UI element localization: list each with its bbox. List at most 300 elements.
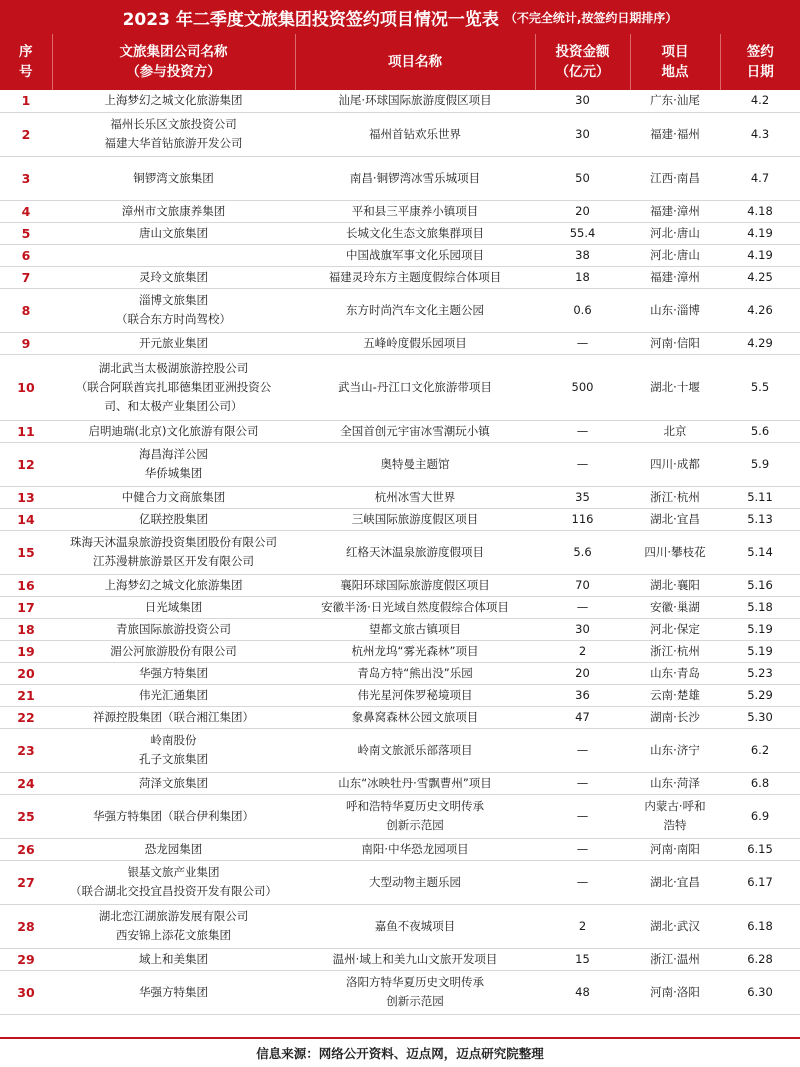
row-project xyxy=(295,200,535,222)
row-company xyxy=(52,728,295,772)
row-company xyxy=(52,90,295,112)
row-date: 5.5 xyxy=(720,354,800,420)
row-company xyxy=(52,662,295,684)
row-number: 6 xyxy=(0,244,52,266)
row-number: 22 xyxy=(0,706,52,728)
row-location-line: 湖南·长沙 xyxy=(650,709,700,724)
row-location xyxy=(630,794,720,838)
row-location-line: 山东·菏泽 xyxy=(650,775,700,790)
row-company xyxy=(52,156,295,200)
row-location-line: 河北·保定 xyxy=(650,621,700,636)
row-project xyxy=(295,288,535,332)
row-company xyxy=(52,684,295,706)
row-number: 30 xyxy=(0,970,52,1014)
row-date: 5.19 xyxy=(720,618,800,640)
row-amount: 0.6 xyxy=(535,288,630,332)
row-date: 5.23 xyxy=(720,662,800,684)
row-project-line: 五峰岭度假乐园项目 xyxy=(363,335,467,350)
row-date: 6.9 xyxy=(720,794,800,838)
row-amount: 116 xyxy=(535,508,630,530)
row-project xyxy=(295,970,535,1014)
row-project xyxy=(295,574,535,596)
table-row xyxy=(0,618,800,640)
row-company xyxy=(52,486,295,508)
row-number: 13 xyxy=(0,486,52,508)
row-number: 15 xyxy=(0,530,52,574)
row-number: 20 xyxy=(0,662,52,684)
row-project-line: 襄阳环球国际旅游度假区项目 xyxy=(340,577,490,592)
row-company xyxy=(52,200,295,222)
title-subtitle: （不完全统计,按签约日期排序） xyxy=(504,10,678,25)
row-amount: 36 xyxy=(535,684,630,706)
row-company-line: 域上和美集团 xyxy=(139,951,208,966)
row-project xyxy=(295,772,535,794)
row-project-line: 武当山-丹江口文化旅游带项目 xyxy=(338,379,492,394)
row-project xyxy=(295,684,535,706)
row-company-line: 恐龙园集团 xyxy=(144,841,203,856)
table-row xyxy=(0,706,800,728)
row-project-line: 南昌·铜锣湾冰雪乐城项目 xyxy=(349,170,481,185)
row-location-line: 河北·唐山 xyxy=(650,225,700,240)
row-amount: 70 xyxy=(535,574,630,596)
row-location-line: 广东·汕尾 xyxy=(650,93,700,108)
row-company xyxy=(52,288,295,332)
row-project-line: 红格天沐温泉旅游度假项目 xyxy=(346,544,484,559)
row-project xyxy=(295,662,535,684)
row-company xyxy=(52,354,295,420)
header-row xyxy=(0,34,800,90)
row-location xyxy=(630,596,720,618)
row-date: 4.3 xyxy=(720,112,800,156)
table-row xyxy=(0,486,800,508)
row-amount: — xyxy=(535,772,630,794)
row-amount: 5.6 xyxy=(535,530,630,574)
row-project xyxy=(295,706,535,728)
row-date: 4.29 xyxy=(720,332,800,354)
table-row xyxy=(0,156,800,200)
row-company-line: 华强方特集团（联合伊利集团） xyxy=(93,808,254,823)
row-project xyxy=(295,442,535,486)
row-location-line: 云南·楚雄 xyxy=(650,687,700,702)
row-date: 5.30 xyxy=(720,706,800,728)
row-number: 5 xyxy=(0,222,52,244)
row-date: 4.18 xyxy=(720,200,800,222)
row-location xyxy=(630,90,720,112)
header-amount: 投资金额 （亿元） xyxy=(535,34,630,90)
row-amount: 20 xyxy=(535,662,630,684)
table-row xyxy=(0,794,800,838)
row-location-line: 湖北·宜昌 xyxy=(650,874,700,889)
row-location-line: 内蒙古·呼和 xyxy=(644,799,706,813)
row-location-line: 安徽·巢湖 xyxy=(650,599,700,614)
row-project xyxy=(295,904,535,948)
row-company-line: 银基文旅产业集团 xyxy=(127,865,220,879)
row-location xyxy=(630,728,720,772)
row-number: 24 xyxy=(0,772,52,794)
row-location xyxy=(630,574,720,596)
table-row xyxy=(0,354,800,420)
row-date: 5.14 xyxy=(720,530,800,574)
row-number: 12 xyxy=(0,442,52,486)
row-amount: 35 xyxy=(535,486,630,508)
row-company xyxy=(52,574,295,596)
row-project-line: 嘉鱼不夜城项目 xyxy=(374,918,456,933)
row-project-line: 大型动物主题乐园 xyxy=(369,874,461,889)
header-location: 项目 地点 xyxy=(630,34,720,90)
row-project-line: 安徽半汤·日光域自然度假综合体项目 xyxy=(321,599,509,614)
row-project xyxy=(295,156,535,200)
row-date: 5.18 xyxy=(720,596,800,618)
row-company-line: 开元旅业集团 xyxy=(139,335,208,350)
row-location xyxy=(630,772,720,794)
row-project xyxy=(295,640,535,662)
row-company-line: 灵玲文旅集团 xyxy=(139,269,208,284)
row-company xyxy=(52,530,295,574)
row-location xyxy=(630,354,720,420)
row-number: 1 xyxy=(0,90,52,112)
row-project xyxy=(295,420,535,442)
row-number: 16 xyxy=(0,574,52,596)
row-location-line: 四川·攀枝花 xyxy=(644,544,706,559)
row-company-line: 珠海天沐温泉旅游投资集团股份有限公司 xyxy=(70,535,277,549)
row-number: 9 xyxy=(0,332,52,354)
table-row xyxy=(0,420,800,442)
row-project xyxy=(295,486,535,508)
row-company xyxy=(52,706,295,728)
row-amount: 2 xyxy=(535,904,630,948)
row-company xyxy=(52,112,295,156)
table-row xyxy=(0,222,800,244)
table-row xyxy=(0,596,800,618)
row-company-line: 孔子文旅集团 xyxy=(139,752,208,766)
row-date: 6.15 xyxy=(720,838,800,860)
row-company xyxy=(52,244,295,266)
row-company-line: 华侨城集团 xyxy=(144,466,203,480)
row-company-line: 上海梦幻之城文化旅游集团 xyxy=(104,93,243,108)
row-company xyxy=(52,222,295,244)
table-row xyxy=(0,838,800,860)
row-number: 19 xyxy=(0,640,52,662)
source-footer: 信息来源：网络公开资料、迈点网，迈点研究院整理 xyxy=(0,1037,800,1067)
row-location-line: 湖北·武汉 xyxy=(650,918,700,933)
row-location xyxy=(630,222,720,244)
row-location xyxy=(630,288,720,332)
row-company-line: 华强方特集团 xyxy=(139,665,208,680)
row-date: 6.17 xyxy=(720,860,800,904)
row-date: 5.29 xyxy=(720,684,800,706)
row-number: 8 xyxy=(0,288,52,332)
row-location-line: 北京 xyxy=(663,423,687,438)
row-project-line: 福州首钻欢乐世界 xyxy=(369,126,461,141)
row-project-line: 洛阳方特华夏历史文明传承 xyxy=(346,975,484,989)
row-amount: 30 xyxy=(535,90,630,112)
row-location-line: 河北·唐山 xyxy=(650,247,700,262)
row-location xyxy=(630,948,720,970)
table-row xyxy=(0,244,800,266)
row-amount: 55.4 xyxy=(535,222,630,244)
row-company-line: （联合湖北交投宜昌投资开发有限公司） xyxy=(70,884,277,898)
row-location xyxy=(630,200,720,222)
row-amount: — xyxy=(535,332,630,354)
row-amount: — xyxy=(535,596,630,618)
row-project xyxy=(295,90,535,112)
row-company-line: 岭南股份 xyxy=(150,733,197,747)
row-company xyxy=(52,838,295,860)
row-date: 4.25 xyxy=(720,266,800,288)
row-date: 4.26 xyxy=(720,288,800,332)
row-project xyxy=(295,332,535,354)
row-amount: 30 xyxy=(535,112,630,156)
header-project: 项目名称 xyxy=(295,34,535,90)
row-number: 10 xyxy=(0,354,52,420)
row-amount: 15 xyxy=(535,948,630,970)
row-location-line: 江西·南昌 xyxy=(650,170,700,185)
row-number: 25 xyxy=(0,794,52,838)
row-number: 2 xyxy=(0,112,52,156)
row-location xyxy=(630,904,720,948)
row-location xyxy=(630,486,720,508)
row-company-line: 启明迪瑞(北京)文化旅游有限公司 xyxy=(88,423,259,438)
row-company-line: 江苏漫耕旅游景区开发有限公司 xyxy=(93,554,254,568)
row-company xyxy=(52,948,295,970)
row-number: 26 xyxy=(0,838,52,860)
row-project-line: 望都文旅古镇项目 xyxy=(369,621,461,636)
table-row xyxy=(0,574,800,596)
row-amount: — xyxy=(535,860,630,904)
row-project-line: 创新示范园 xyxy=(386,818,444,832)
row-project-line: 呼和浩特华夏历史文明传承 xyxy=(346,799,484,813)
table-row xyxy=(0,772,800,794)
row-number: 17 xyxy=(0,596,52,618)
row-location-line: 湖北·十堰 xyxy=(650,379,700,394)
row-number: 7 xyxy=(0,266,52,288)
table-row xyxy=(0,728,800,772)
row-amount: 38 xyxy=(535,244,630,266)
row-number: 21 xyxy=(0,684,52,706)
row-location-line: 浙江·温州 xyxy=(650,951,700,966)
row-company-line: 唐山文旅集团 xyxy=(139,225,208,240)
row-amount: — xyxy=(535,794,630,838)
header-date: 签约 日期 xyxy=(720,34,800,90)
table-row xyxy=(0,442,800,486)
row-date: 4.7 xyxy=(720,156,800,200)
row-location-line: 山东·淄博 xyxy=(650,302,700,317)
row-company-line: （联合东方时尚驾校） xyxy=(116,312,231,326)
row-amount: 20 xyxy=(535,200,630,222)
row-company xyxy=(52,794,295,838)
row-number: 18 xyxy=(0,618,52,640)
row-date: 6.8 xyxy=(720,772,800,794)
title-main: 2023 年二季度文旅集团投资签约项目情况一览表 xyxy=(122,9,499,30)
row-project-line: 东方时尚汽车文化主题公园 xyxy=(346,302,484,317)
row-location-line: 福建·漳州 xyxy=(650,203,700,218)
row-amount: — xyxy=(535,728,630,772)
row-company-line: 海昌海洋公园 xyxy=(139,447,208,461)
row-date: 4.2 xyxy=(720,90,800,112)
row-location-line: 山东·济宁 xyxy=(650,742,700,757)
row-number: 28 xyxy=(0,904,52,948)
row-location xyxy=(630,530,720,574)
row-company xyxy=(52,420,295,442)
table-row xyxy=(0,860,800,904)
row-date: 5.19 xyxy=(720,640,800,662)
row-location xyxy=(630,112,720,156)
row-company-line: 福州长乐区文旅投资公司 xyxy=(110,117,237,131)
row-date: 6.2 xyxy=(720,728,800,772)
row-project-line: 岭南文旅派乐部落项目 xyxy=(357,742,473,757)
row-company xyxy=(52,618,295,640)
row-project-line: 三峡国际旅游度假区项目 xyxy=(351,511,479,526)
row-location xyxy=(630,332,720,354)
row-location-line: 浙江·杭州 xyxy=(650,489,700,504)
row-company-line: 伟光汇通集团 xyxy=(139,687,208,702)
table-row xyxy=(0,970,800,1014)
row-company xyxy=(52,970,295,1014)
row-project-line: 奥特曼主题馆 xyxy=(380,456,450,471)
row-project xyxy=(295,618,535,640)
table-title xyxy=(0,0,800,34)
row-company-line: 日光域集团 xyxy=(144,599,203,614)
row-location xyxy=(630,706,720,728)
table-row xyxy=(0,662,800,684)
table-row xyxy=(0,508,800,530)
row-location-line: 浙江·杭州 xyxy=(650,643,700,658)
row-project xyxy=(295,838,535,860)
row-project xyxy=(295,508,535,530)
header-company: 文旅集团公司名称 （参与投资方） xyxy=(52,34,295,90)
row-location xyxy=(630,860,720,904)
row-project-line: 象鼻窝森林公园文旅项目 xyxy=(351,709,479,724)
table-row xyxy=(0,640,800,662)
table-row xyxy=(0,266,800,288)
table-row xyxy=(0,684,800,706)
row-location xyxy=(630,662,720,684)
row-company-line: （联合阿联酋宾扎耶德集团亚洲投资公 xyxy=(75,379,272,394)
row-company xyxy=(52,860,295,904)
investment-table xyxy=(0,34,800,1015)
row-location xyxy=(630,618,720,640)
row-project-line: 温州·域上和美九山文旅开发项目 xyxy=(332,951,498,966)
row-project-line: 杭州龙坞“雾光森林”项目 xyxy=(351,643,479,658)
row-date: 4.19 xyxy=(720,244,800,266)
table-row xyxy=(0,90,800,112)
table-row xyxy=(0,288,800,332)
row-company-line: 铜锣湾文旅集团 xyxy=(133,170,214,185)
row-number: 29 xyxy=(0,948,52,970)
row-amount: 48 xyxy=(535,970,630,1014)
row-amount: — xyxy=(535,442,630,486)
row-location-line: 福建·漳州 xyxy=(650,269,700,284)
table-row xyxy=(0,530,800,574)
row-company-line: 祥源控股集团（联合湘江集团） xyxy=(93,709,254,724)
row-location-line: 河南·南阳 xyxy=(650,841,700,856)
row-project xyxy=(295,728,535,772)
row-company-line: 湖北恋江湖旅游发展有限公司 xyxy=(98,909,249,923)
row-company-line: 司、和太极产业集团公司） xyxy=(104,398,243,413)
row-date: 6.30 xyxy=(720,970,800,1014)
row-location-line: 福建·福州 xyxy=(650,126,700,141)
row-amount: 47 xyxy=(535,706,630,728)
row-company-line: 上海梦幻之城文化旅游集团 xyxy=(104,577,243,592)
table-row xyxy=(0,948,800,970)
row-location-line: 湖北·宜昌 xyxy=(650,511,700,526)
table-row xyxy=(0,200,800,222)
row-project-line: 青岛方特“熊出没”乐园 xyxy=(357,665,473,680)
table-body xyxy=(0,90,800,1014)
row-project-line: 伟光星河侏罗秘境项目 xyxy=(357,687,473,702)
row-project xyxy=(295,860,535,904)
row-location xyxy=(630,508,720,530)
row-project xyxy=(295,596,535,618)
row-project-line: 杭州冰雪大世界 xyxy=(374,489,456,504)
row-project-line: 南阳·中华恐龙园项目 xyxy=(361,841,469,856)
row-project xyxy=(295,948,535,970)
row-project-line: 中国战旗军事文化乐园项目 xyxy=(346,247,484,262)
row-company-line: 漳州市文旅康养集团 xyxy=(121,203,226,218)
row-location-line: 湖北·襄阳 xyxy=(650,577,700,592)
row-amount: 50 xyxy=(535,156,630,200)
row-company-line: 西安锦上添花文旅集团 xyxy=(116,928,231,942)
row-location-line: 河南·洛阳 xyxy=(650,984,700,999)
row-amount: 30 xyxy=(535,618,630,640)
row-project-line: 创新示范园 xyxy=(386,994,444,1008)
row-location xyxy=(630,640,720,662)
row-date: 5.13 xyxy=(720,508,800,530)
row-company-line: 亿联控股集团 xyxy=(139,511,208,526)
row-company-line: 湄公河旅游股份有限公司 xyxy=(110,643,237,658)
row-company-line: 中健合力文商旅集团 xyxy=(121,489,226,504)
header-no: 序 号 xyxy=(0,34,52,90)
row-number: 23 xyxy=(0,728,52,772)
row-company xyxy=(52,904,295,948)
row-number: 14 xyxy=(0,508,52,530)
row-company-line: 福建大华首钻旅游开发公司 xyxy=(104,136,243,150)
row-company xyxy=(52,442,295,486)
row-company xyxy=(52,596,295,618)
row-date: 5.16 xyxy=(720,574,800,596)
row-project xyxy=(295,354,535,420)
row-amount: — xyxy=(535,838,630,860)
row-location xyxy=(630,266,720,288)
row-amount: 18 xyxy=(535,266,630,288)
row-amount: 2 xyxy=(535,640,630,662)
row-date: 6.28 xyxy=(720,948,800,970)
row-project-line: 全国首创元宇宙冰雪潮玩小镇 xyxy=(340,423,490,438)
row-project xyxy=(295,530,535,574)
row-location-line: 浩特 xyxy=(663,818,687,832)
row-project xyxy=(295,112,535,156)
row-number: 11 xyxy=(0,420,52,442)
row-location xyxy=(630,838,720,860)
row-company xyxy=(52,640,295,662)
row-location xyxy=(630,684,720,706)
row-location xyxy=(630,420,720,442)
row-company xyxy=(52,508,295,530)
row-company-line: 华强方特集团 xyxy=(139,984,208,999)
row-amount: — xyxy=(535,420,630,442)
row-project xyxy=(295,222,535,244)
row-amount: 500 xyxy=(535,354,630,420)
table-row xyxy=(0,332,800,354)
row-location xyxy=(630,970,720,1014)
table-row xyxy=(0,112,800,156)
row-company xyxy=(52,332,295,354)
row-number: 27 xyxy=(0,860,52,904)
row-project-line: 汕尾·环球国际旅游度假区项目 xyxy=(338,93,492,108)
row-company xyxy=(52,266,295,288)
row-company-line: 湖北武当太极湖旅游控股公司 xyxy=(98,360,249,375)
row-project-line: 山东“冰映牡丹·雪飘曹州”项目 xyxy=(338,775,492,790)
